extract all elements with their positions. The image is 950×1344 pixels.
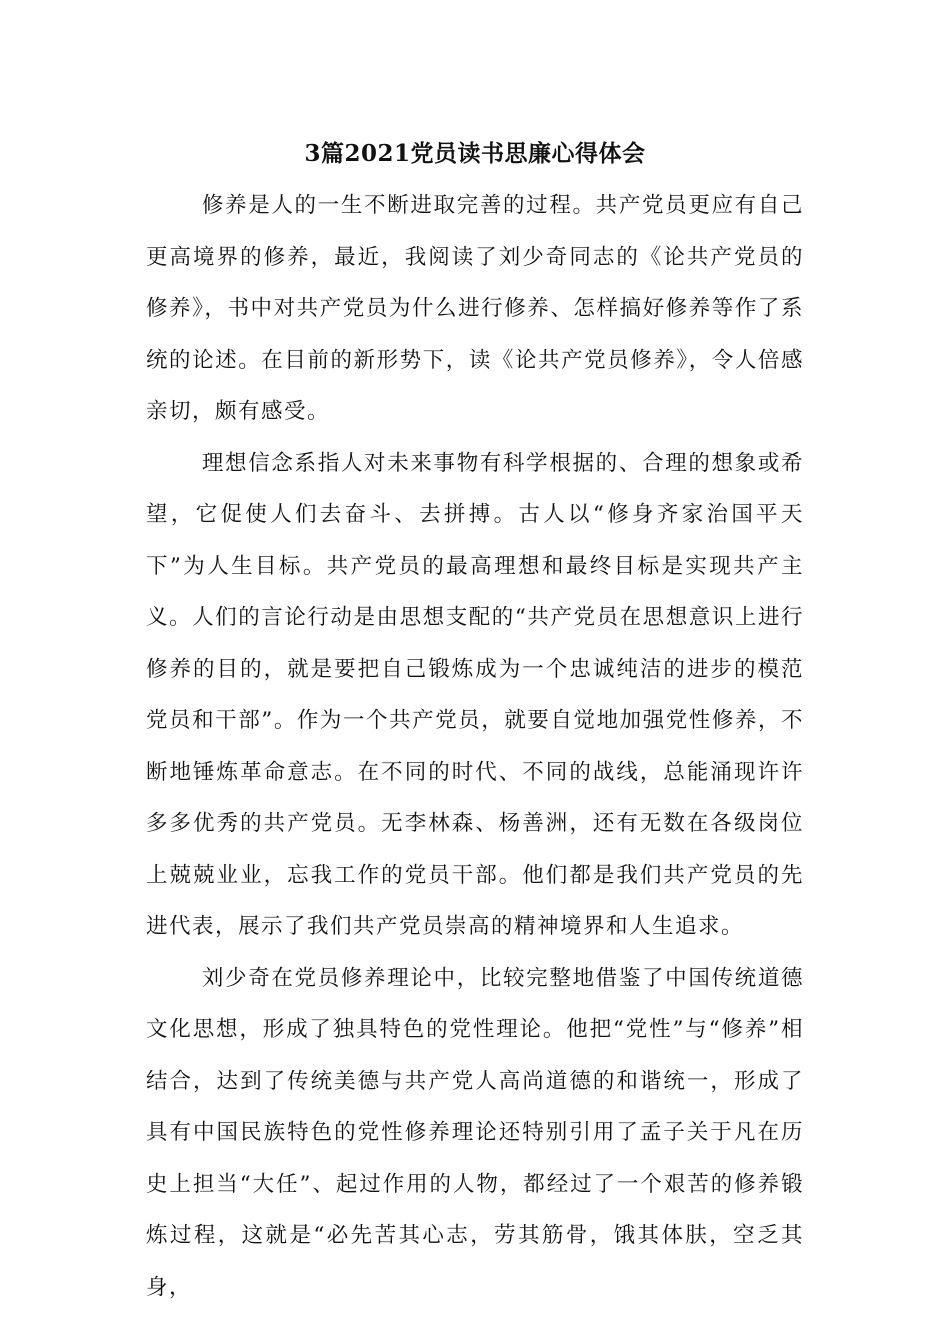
paragraph-1: 修养是人的一生不断进取完善的过程。共产党员更应有自己更高境界的修养，最近，我阅读了刘少奇同志的《论共产党员的修养》，书中对共产党员为什么进行修养、怎样搞好修养等作了系统的论述。在目前的新形势下，读《论共产党员修养》，令人倍感亲切，颇有感受。 [146, 193, 804, 424]
document-title: 3篇2021党员读书思廉心得体会 [304, 140, 646, 167]
paragraph-2: 理想信念系指人对未来事物有科学根据的、合理的想象或希望，它促使人们去奋斗、去拼搏。古人以“修身齐家治国平天下”为人生目标。共产党员的最高理想和最终目标是实现共产主义。人们的言论行动是由思想支配的“共产党员在思想意识上进行修养的目的，就是要把自己锻炼成为一个忠诚纯洁的进步的模范党员和干部”。作为一个共产党员，就要自觉地加强党性修养，不断地锤炼革命意志。在不同的时代、不同的战线，总能涌现许许多多优秀的共产党员。无李林森、杨善洲，还有无数在各级岗位上兢兢业业，忘我工作的党员干部。他们都是我们共产党员的先进代表，展示了我们共产党员崇高的精神境界和人生追求。 [146, 450, 804, 939]
paragraph-3: 刘少奇在党员修养理论中，比较完整地借鉴了中国传统道德文化思想，形成了独具特色的党性理论。他把“党性”与“修养”相结合，达到了传统美德与共产党人高尚道德的和谐统一，形成了具有中国民族特色的党性修养理论还特别引用了孟子关于凡在历史上担当“大任”、起过作用的人物，都经过了一个艰苦的修养锻炼过程，这就是“必先苦其心志，劳其筋骨，饿其体肤，空乏其身， [146, 965, 804, 1300]
document-body [146, 180, 804, 1313]
